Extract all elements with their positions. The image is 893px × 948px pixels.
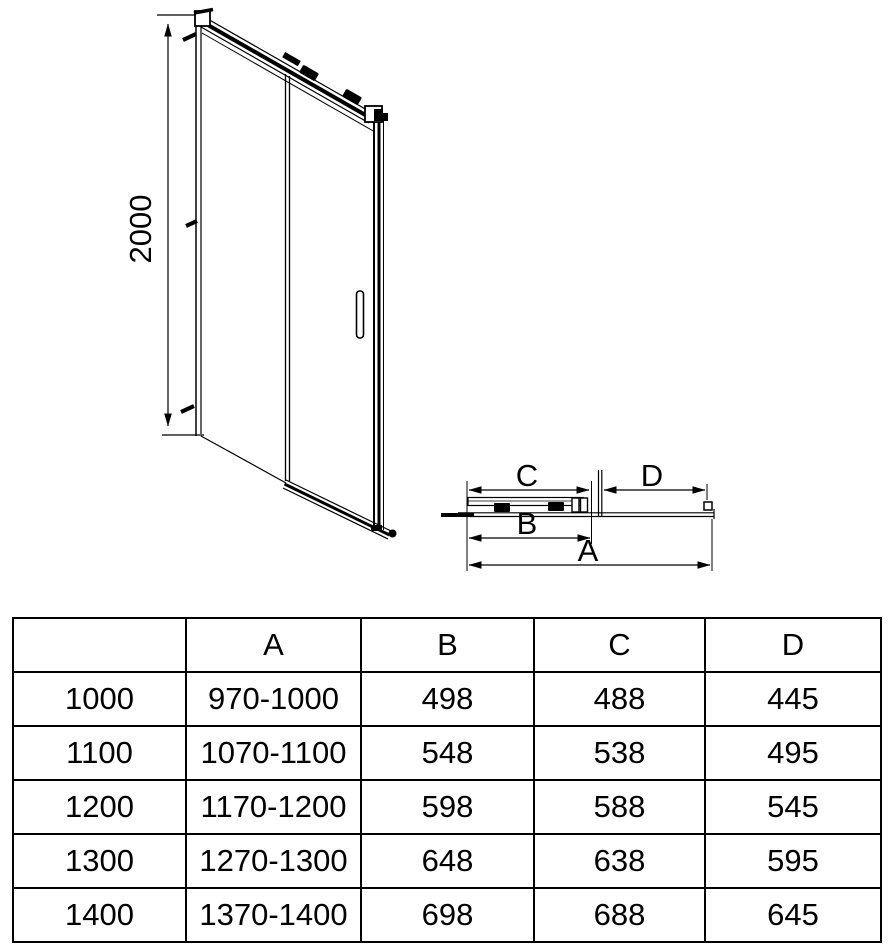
table-cell-d: 595 — [705, 834, 881, 888]
rail-bracket-left — [194, 10, 213, 27]
table-cell-size: 1000 — [13, 672, 186, 726]
wall-bracket-bottom — [181, 406, 194, 412]
fixed-panel-bottom-edge — [201, 436, 286, 483]
table-cell-size: 1200 — [13, 780, 186, 834]
table-cell-d: 645 — [705, 888, 881, 942]
table-row — [13, 780, 881, 834]
wall-bracket-top — [183, 34, 196, 40]
table-row — [13, 726, 881, 780]
glass-top-edge — [202, 33, 375, 132]
bottom-edges — [201, 436, 397, 539]
table-header-b: B — [361, 618, 534, 672]
height-dim-label: 2000 — [123, 194, 158, 264]
table-header-c: C — [534, 618, 705, 672]
end-bracket-b — [581, 498, 588, 512]
table-cell-a: 1170-1200 — [186, 780, 361, 834]
dim-label-d: D — [640, 458, 664, 493]
end-bracket-a — [572, 498, 579, 512]
left-wall-profile — [181, 14, 201, 436]
table-header-a: A — [186, 618, 361, 672]
rail-bracket-right — [365, 106, 388, 122]
table-cell-b: 698 — [361, 888, 534, 942]
table-cell-c: 638 — [534, 834, 705, 888]
table-cell-b: 498 — [361, 672, 534, 726]
right-post — [371, 118, 384, 531]
top-rail — [201, 18, 375, 132]
front-view-drawing — [123, 10, 397, 540]
table-cell-d: 445 — [705, 672, 881, 726]
dim-label-a: A — [577, 533, 599, 568]
table-row — [13, 672, 881, 726]
table-cell-size: 1300 — [13, 834, 186, 888]
dim-label-b: B — [516, 506, 538, 541]
table-cell-a: 1070-1100 — [186, 726, 361, 780]
roller-block-left — [494, 503, 510, 512]
roller-block-right — [548, 502, 564, 511]
table-cell-a: 970-1000 — [186, 672, 361, 726]
table-cell-d: 495 — [705, 726, 881, 780]
table-cell-c: 588 — [534, 780, 705, 834]
table-cell-c: 688 — [534, 888, 705, 942]
table-header-size — [13, 618, 186, 672]
dimensions-table — [12, 617, 882, 943]
table-cell-c: 488 — [534, 672, 705, 726]
table-cell-b: 598 — [361, 780, 534, 834]
table-cell-size: 1400 — [13, 888, 186, 942]
door-handle — [357, 291, 364, 338]
rail-clip — [282, 52, 301, 66]
table-header-d: D — [705, 618, 881, 672]
table-cell-a: 1370-1400 — [186, 888, 361, 942]
dimension-c — [469, 458, 589, 493]
top-view-drawing — [441, 458, 714, 571]
wall-anchor-square — [704, 502, 712, 510]
table-cell-b: 648 — [361, 834, 534, 888]
table-cell-b: 548 — [361, 726, 534, 780]
dimension-d — [604, 458, 705, 493]
table-header-row — [13, 618, 881, 672]
table-row — [13, 888, 881, 942]
dim-label-c: C — [515, 458, 539, 493]
table-cell-size: 1100 — [13, 726, 186, 780]
table-row — [13, 834, 881, 888]
panel-divider — [286, 74, 290, 481]
table-cell-c: 538 — [534, 726, 705, 780]
bottom-rail-end-cap — [389, 530, 397, 538]
table-cell-a: 1270-1300 — [186, 834, 361, 888]
table-cell-d: 545 — [705, 780, 881, 834]
